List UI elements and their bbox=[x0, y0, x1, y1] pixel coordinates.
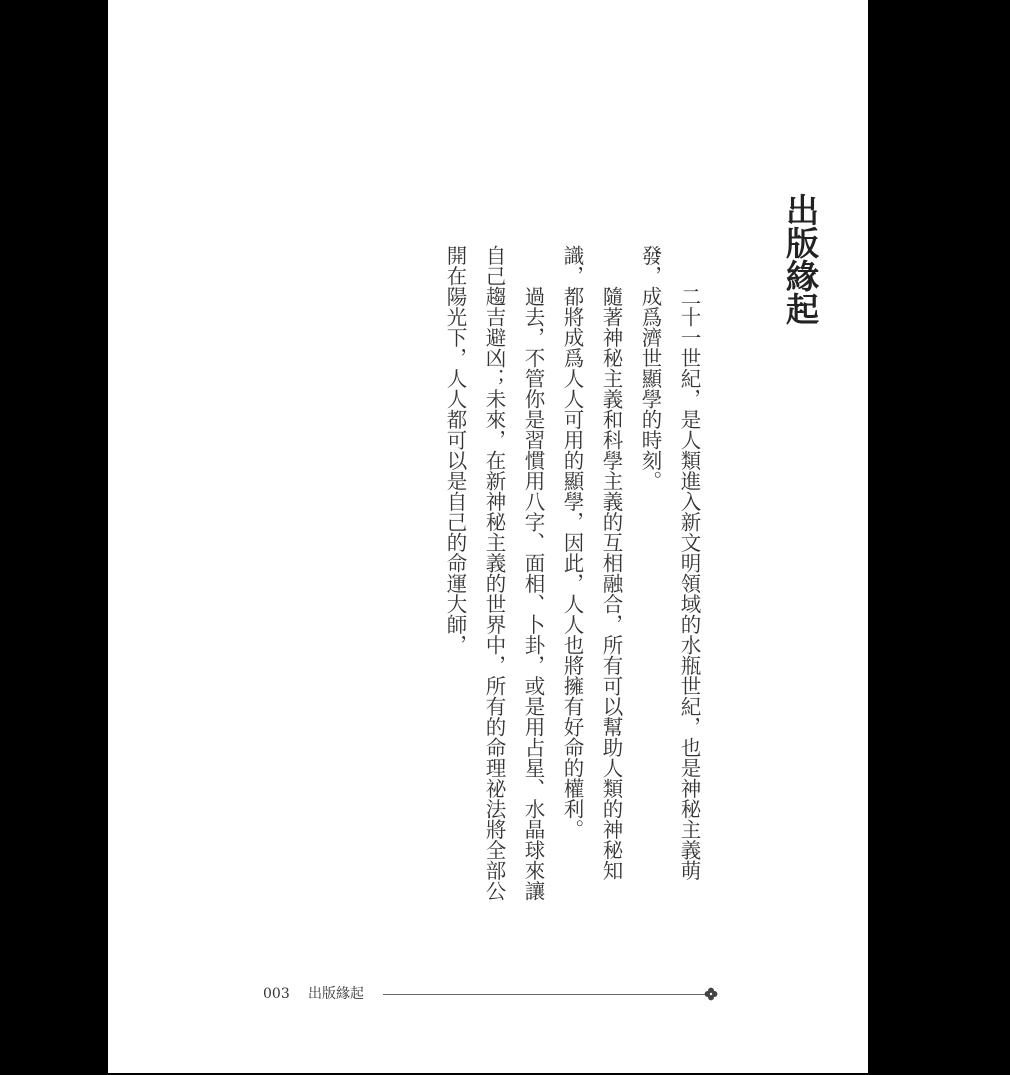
running-head: 出版緣起 bbox=[308, 986, 364, 1002]
page-number: 003 bbox=[263, 986, 290, 1002]
footer-rule bbox=[383, 994, 705, 995]
book-page bbox=[108, 0, 868, 1073]
paragraph-2: 隨著神秘主義和科學主義的互相融合，所有可以幫助人類的神秘知識，都將成爲人人可用的顯學，因此，人人也將擁有好命的權利。 bbox=[560, 245, 623, 881]
page-footer bbox=[263, 983, 723, 1005]
page-title: 出版緣起 bbox=[781, 193, 820, 325]
paragraph-3: 過去，不管你是習慣用八字、面相、卜卦，或是用占星、水晶球來讓自己趨吉避凶；未來，在新神秘主義的世界中，所有的命理祕法將全部公開在陽光下，人人都可以是自己的命運大師， bbox=[443, 245, 545, 901]
body-text bbox=[435, 245, 708, 905]
paragraph-1: 二十一世紀，是人類進入新文明領域的水瓶世紀，也是神秘主義萌發，成爲濟世顯學的時刻。 bbox=[638, 245, 701, 881]
clover-ornament-icon bbox=[704, 987, 718, 1001]
